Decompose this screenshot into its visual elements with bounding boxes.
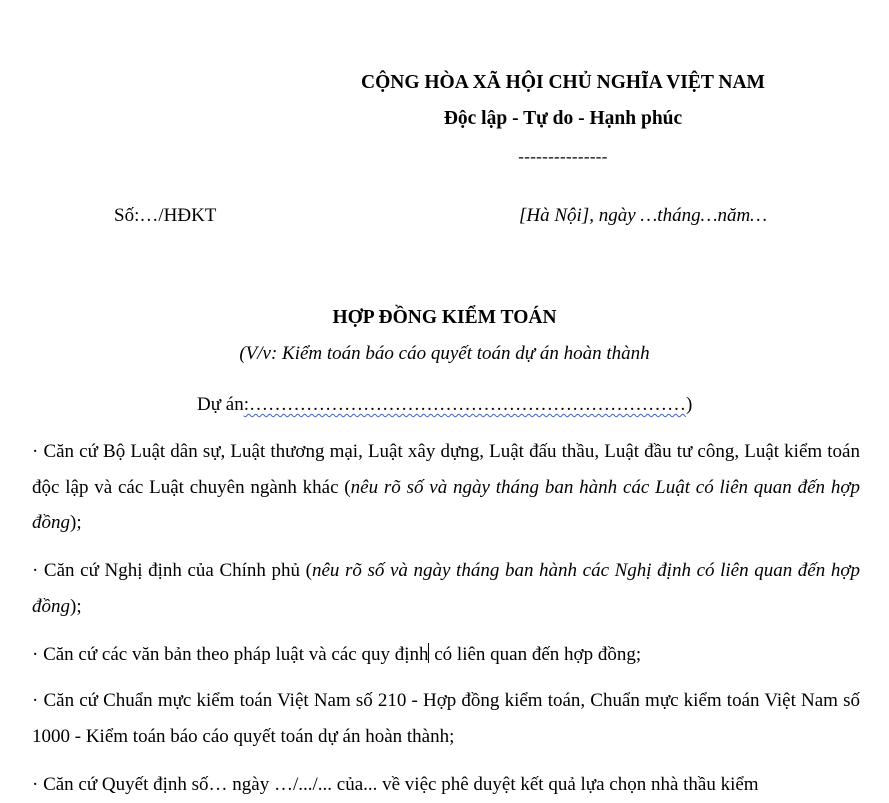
- national-title: CỘNG HÒA XÃ HỘI CHỦ NGHĨA VIỆT NAM: [361, 72, 765, 93]
- project-label: Dự án: [197, 394, 244, 415]
- bullet: ·: [32, 644, 39, 665]
- bullet: ·: [32, 560, 39, 581]
- paragraph-legal-basis-decision: · Căn cứ Quyết định số… ngày …/.../... của... về việc phê duyệt kết quả lựa chọn nhà thầu kiểm: [32, 774, 759, 795]
- national-motto: Độc lập - Tự do - Hạnh phúc: [443, 108, 683, 129]
- project-line: [197, 394, 692, 416]
- contract-title: HỢP ĐỒNG KIỂM TOÁN: [332, 307, 557, 328]
- bullet: ·: [32, 441, 39, 462]
- project-closing: ): [685, 394, 693, 415]
- contract-subtitle: (V/v: Kiểm toán báo cáo quyết toán dự án hoàn thành: [239, 343, 650, 364]
- contract-number: Số:…/HĐKT: [114, 205, 217, 226]
- paragraph-legal-basis-laws: · Căn cứ Bộ Luật dân sự, Luật thương mại, Luật xây dựng, Luật đấu thầu, Luật đầu tư công, Luật kiểm toán độc lập và các Luật chuyên ngành khác (nêu rõ số và ngày tháng ban hành các Luật có liên quan đến hợp đồng);: [32, 441, 860, 533]
- bullet: ·: [32, 774, 39, 795]
- paragraph-legal-basis-decrees: · Căn cứ Nghị định của Chính phủ (nêu rõ số và ngày tháng ban hành các Nghị định có liên quan đến hợp đồng);: [32, 560, 860, 617]
- bullet: ·: [32, 690, 39, 711]
- paragraph-legal-basis-regulations[interactable]: · Căn cứ các văn bản theo pháp luật và các quy định có liên quan đến hợp đồng;: [32, 644, 642, 665]
- paragraph-legal-basis-standards: · Căn cứ Chuẩn mực kiểm toán Việt Nam số 210 - Hợp đồng kiểm toán, Chuẩn mực kiểm toán Việt Nam số 1000 - Kiểm toán báo cáo quyết toán dự án hoàn thành;: [32, 690, 860, 747]
- place-date: [Hà Nội], ngày …tháng…năm…: [519, 205, 768, 226]
- project-value[interactable]: :……………………………………………………………: [243, 394, 686, 415]
- header-separator: ---------------: [518, 147, 608, 166]
